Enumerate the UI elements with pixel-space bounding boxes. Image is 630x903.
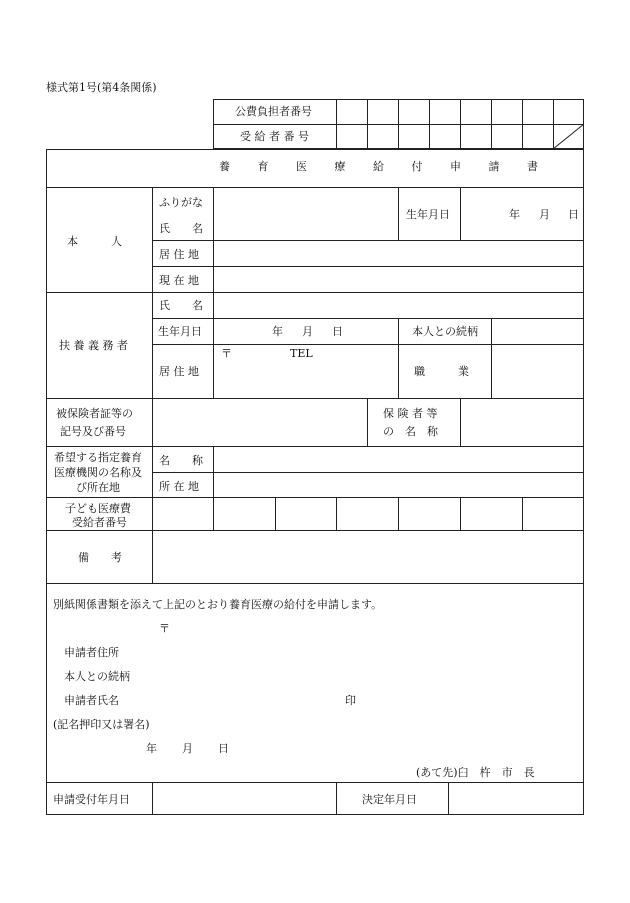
applicant-address-label: 申請者住所 [64, 646, 119, 659]
occupation-label: 職 業 [414, 365, 469, 378]
insurance-symbol-line2: 記号及び番号 [60, 425, 126, 438]
received-date-label: 申請受付年月日 [53, 793, 130, 806]
supporter-name-label: 氏 名 [159, 299, 203, 312]
supporter-birth-label: 生年月日 [158, 325, 202, 338]
recipient-number-label: 受 給 者 番 号 [240, 130, 309, 143]
person-birth-day: 日 [568, 208, 579, 221]
facility-label-line2: 医療機関の名称及 [54, 466, 142, 479]
remarks-label: 備 考 [78, 551, 122, 564]
applicant-name-label: 申請者氏名 [64, 694, 119, 707]
applicant-relation-label: 本人との続柄 [64, 670, 130, 683]
furigana-label: ふりがな [159, 196, 203, 209]
supporter-residence-label: 居 住 地 [159, 365, 199, 378]
declaration-postal-mark: 〒 [159, 622, 170, 635]
facility-label-line3: び所在地 [76, 481, 120, 494]
person-birth-month: 月 [539, 208, 550, 221]
supporter-birth-year: 年 [272, 325, 283, 338]
insurer-line2: の 名 称 [383, 425, 438, 438]
public-burden-number-label: 公費負担者番号 [235, 105, 312, 118]
seal-mark: 印 [345, 694, 356, 707]
main-form [46, 149, 584, 815]
child-medical-line2: 受給者番号 [72, 516, 127, 529]
child-medical-line1: 子ども医療費 [65, 502, 131, 515]
declaration-date-day: 日 [218, 742, 229, 755]
addressee: (あて先)臼 杵 市 長 [416, 766, 535, 779]
supporter-postal-mark: 〒 [221, 347, 232, 360]
person-birth-year: 年 [509, 208, 520, 221]
person-current-address-label: 現 在 地 [159, 274, 199, 287]
supporter-birth-day: 日 [332, 325, 343, 338]
form-title: 養 育 医 療 給 付 申 請 書 [219, 160, 550, 173]
declaration-date-year: 年 [146, 742, 157, 755]
person-name-label: 氏 名 [159, 222, 203, 235]
facility-label-line1: 希望する指定養育 [54, 451, 142, 464]
decision-date-label: 決定年月日 [362, 793, 417, 806]
relation-label: 本人との続柄 [412, 325, 478, 338]
supporter-birth-month: 月 [302, 325, 313, 338]
supporter-tel-label: TEL [290, 347, 313, 360]
signature-note: (記名押印又は署名) [53, 718, 150, 731]
diagonal-slash [553, 124, 584, 149]
form-label: 様式第1号(第4条関係) [46, 81, 157, 94]
declaration-statement: 別紙関係書類を添えて上記のとおり養育医療の給付を申請します。 [53, 598, 383, 611]
person-residence-label: 居 住 地 [159, 248, 199, 261]
insurer-line1: 保 険 者 等 [383, 407, 438, 420]
declaration-date-month: 月 [182, 742, 193, 755]
supporter-section-label: 扶 養 義 務 者 [59, 339, 128, 352]
facility-location-label: 所 在 地 [159, 480, 199, 493]
person-section-label: 本 人 [67, 235, 122, 248]
insurance-symbol-line1: 被保険者証等の [56, 407, 133, 420]
person-birth-label: 生年月日 [406, 208, 450, 221]
facility-name-label: 名 称 [159, 454, 203, 467]
